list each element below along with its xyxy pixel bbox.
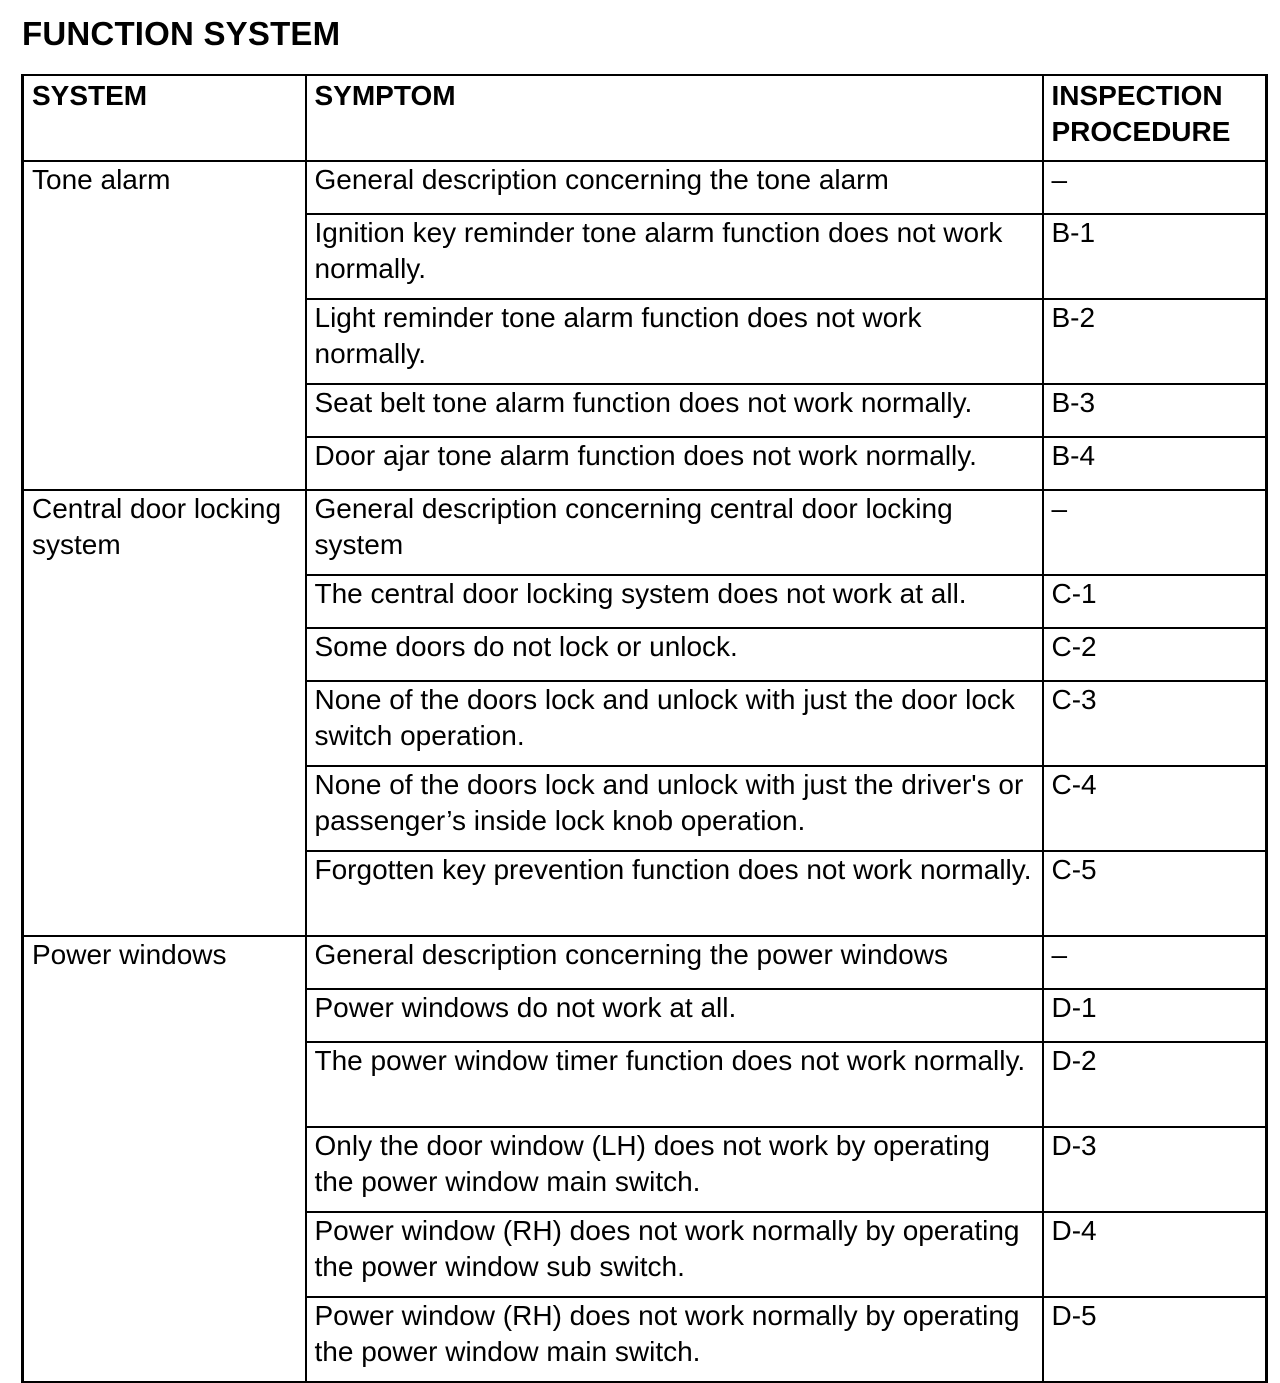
symptom-cell: General description concerning the tone alarm — [306, 161, 1043, 214]
symptom-cell: Power window (RH) does not work normally by operating the power window sub switch. — [306, 1212, 1043, 1297]
symptom-cell: Some doors do not lock or unlock. — [306, 628, 1043, 681]
system-cell: Central door locking system — [23, 490, 306, 936]
function-system-table — [21, 74, 1268, 1383]
symptom-cell: Door ajar tone alarm function does not work normally. — [306, 437, 1043, 490]
procedure-cell: B-1 — [1043, 214, 1267, 299]
symptom-cell: General description concerning the power windows — [306, 936, 1043, 989]
page-title: FUNCTION SYSTEM — [22, 15, 341, 52]
procedure-cell: – — [1043, 490, 1267, 575]
procedure-cell: D-3 — [1043, 1127, 1267, 1212]
system-cell: Power windows — [23, 936, 306, 1382]
symptom-cell: Light reminder tone alarm function does not work normally. — [306, 299, 1043, 384]
procedure-cell: C-1 — [1043, 575, 1267, 628]
header-row — [23, 75, 1267, 161]
procedure-cell: D-2 — [1043, 1042, 1267, 1127]
symptom-cell: Power windows do not work at all. — [306, 989, 1043, 1042]
symptom-cell: The power window timer function does not work normally. — [306, 1042, 1043, 1127]
table-row — [23, 161, 1267, 214]
procedure-cell: C-2 — [1043, 628, 1267, 681]
procedure-cell: C-3 — [1043, 681, 1267, 766]
procedure-cell: D-5 — [1043, 1297, 1267, 1382]
symptom-cell: Ignition key reminder tone alarm function does not work normally. — [306, 214, 1043, 299]
system-cell: Tone alarm — [23, 161, 306, 490]
symptom-cell: Forgotten key prevention function does not work normally. — [306, 851, 1043, 936]
header-symptom: SYMPTOM — [306, 75, 1043, 161]
procedure-cell: – — [1043, 161, 1267, 214]
procedure-cell: C-4 — [1043, 766, 1267, 851]
symptom-cell: None of the doors lock and unlock with just the driver's or passenger’s inside lock knob operation. — [306, 766, 1043, 851]
procedure-cell: D-1 — [1043, 989, 1267, 1042]
procedure-cell: B-3 — [1043, 384, 1267, 437]
procedure-cell: B-4 — [1043, 437, 1267, 490]
table-row — [23, 936, 1267, 989]
symptom-cell: The central door locking system does not work at all. — [306, 575, 1043, 628]
symptom-cell: None of the doors lock and unlock with just the door lock switch operation. — [306, 681, 1043, 766]
procedure-cell: B-2 — [1043, 299, 1267, 384]
header-inspection-procedure: INSPECTION PROCEDURE — [1043, 75, 1267, 161]
procedure-cell: D-4 — [1043, 1212, 1267, 1297]
table-row — [23, 490, 1267, 575]
symptom-cell: General description concerning central door locking system — [306, 490, 1043, 575]
symptom-cell: Power window (RH) does not work normally by operating the power window main switch. — [306, 1297, 1043, 1382]
procedure-cell: – — [1043, 936, 1267, 989]
symptom-cell: Only the door window (LH) does not work by operating the power window main switch. — [306, 1127, 1043, 1212]
symptom-cell: Seat belt tone alarm function does not work normally. — [306, 384, 1043, 437]
header-system: SYSTEM — [23, 75, 306, 161]
procedure-cell: C-5 — [1043, 851, 1267, 936]
